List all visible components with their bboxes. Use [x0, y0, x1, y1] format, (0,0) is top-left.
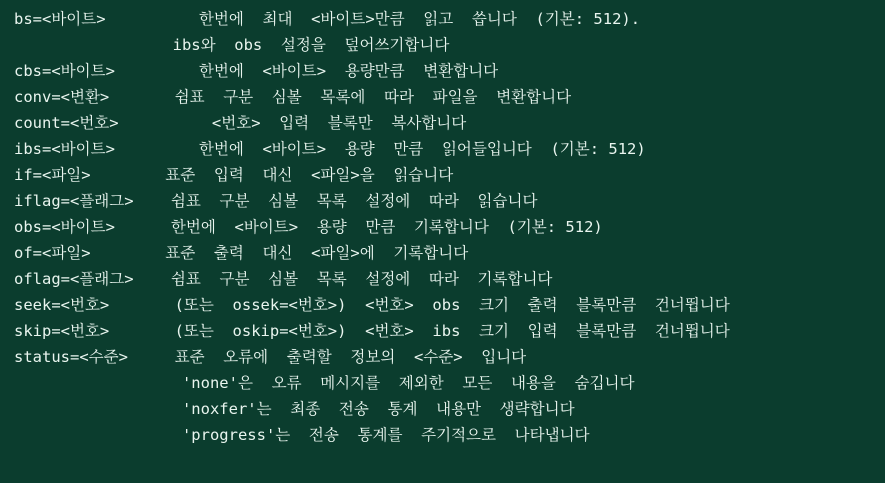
terminal-line: cbs=<바이트> 한번에 <바이트> 용량만큼 변환합니다: [14, 62, 499, 80]
terminal-line: obs=<바이트> 한번에 <바이트> 용량 만큼 기록합니다 (기본: 512): [14, 218, 603, 236]
terminal-line: if=<파일> 표준 입력 대신 <파일>을 읽습니다: [14, 166, 454, 184]
terminal-line: seek=<번호> (또는 ossek=<번호>) <번호> obs 크기 출력 블록만큼 건너뜁니다: [14, 296, 730, 314]
terminal-line: status=<수준> 표준 오류에 출력할 정보의 <수준> 입니다: [14, 348, 527, 366]
terminal-line: iflag=<플래그> 쉼표 구분 심볼 목록 설정에 따라 읽습니다: [14, 192, 538, 210]
terminal-line: 'progress'는 전송 통계를 주기적으로 나타냅니다: [14, 426, 590, 444]
terminal-line: ibs=<바이트> 한번에 <바이트> 용량 만큼 읽어들입니다 (기본: 512): [14, 140, 646, 158]
terminal-line: 'noxfer'는 최종 전송 통계 내용만 생략합니다: [14, 400, 575, 418]
terminal-line: skip=<번호> (또는 oskip=<번호>) <번호> ibs 크기 입력 블록만큼 건너뜁니다: [14, 322, 730, 340]
terminal-line: oflag=<플래그> 쉼표 구분 심볼 목록 설정에 따라 기록합니다: [14, 270, 553, 288]
terminal-line: ibs와 obs 설정을 덮어쓰기합니다: [14, 36, 450, 54]
terminal-line: conv=<변환> 쉼표 구분 심볼 목록에 따라 파일을 변환합니다: [14, 88, 572, 106]
terminal-line: 'none'은 오류 메시지를 제외한 모든 내용을 숨깁니다: [14, 374, 635, 392]
terminal-line: bs=<바이트> 한번에 최대 <바이트>만큼 읽고 씁니다 (기본: 512).: [14, 10, 641, 28]
terminal-line: count=<번호> <번호> 입력 블록만 복사합니다: [14, 114, 467, 132]
terminal-line: of=<파일> 표준 출력 대신 <파일>에 기록합니다: [14, 244, 469, 262]
